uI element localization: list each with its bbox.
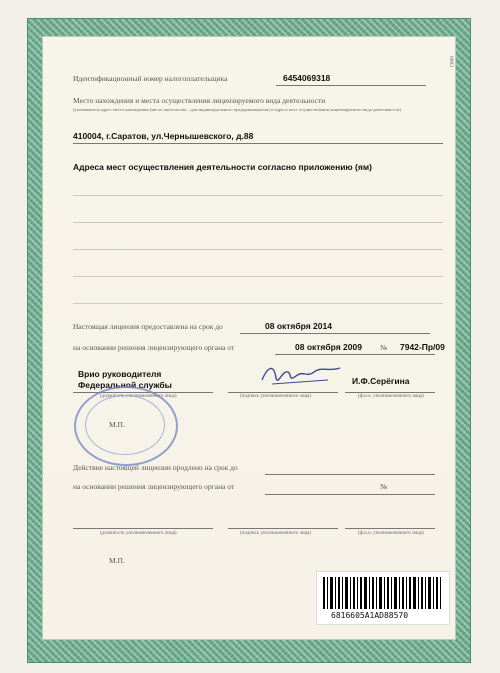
caption-signature-2: (подпись уполномоченного лица) <box>240 531 312 536</box>
blank-line-2 <box>73 222 443 223</box>
signature-graphic <box>258 360 344 388</box>
address-value: 410004, г.Саратов, ул.Чернышевского, д.88 <box>73 131 254 141</box>
extended-label: Действие настоящей лицензии продлено на срок до <box>73 463 238 472</box>
barcode-bars <box>323 577 443 609</box>
address-underline <box>73 143 443 144</box>
certificate-body <box>42 36 456 640</box>
number-sign-2: № <box>380 482 388 491</box>
blank-line-5 <box>73 303 443 304</box>
caption-name: (ф.и.о. уполномоченного лица) <box>358 394 424 399</box>
name2-underline <box>345 528 435 529</box>
basis2-underline <box>265 494 435 495</box>
barcode-number: 6816605A1AD88570 <box>331 611 409 620</box>
location-label: Место нахождения и места осуществления лицензируемого вида деятельности <box>73 96 326 105</box>
basis-underline <box>275 354 435 355</box>
term-value: 08 октября 2014 <box>265 321 332 331</box>
official-name: И.Ф.Серёгина <box>352 376 410 386</box>
position2-underline <box>73 528 213 529</box>
caption-position: (должность уполномоченного лица) <box>100 394 177 399</box>
extended-underline <box>265 474 435 475</box>
signature2-underline <box>228 528 338 529</box>
serial-number: 0003 <box>448 56 454 67</box>
barcode <box>316 571 450 625</box>
location-hint: (указываются адрес места нахождения (место жительства – для индивидуального предпринимателя) и адреса мест осуществления лицензируемого вида деятельности) <box>73 107 401 112</box>
inn-label: Идентификационный номер налогоплательщика <box>73 74 228 83</box>
inn-underline <box>276 85 426 86</box>
name-underline <box>345 392 435 393</box>
blank-line-3 <box>73 249 443 250</box>
basis-label: на основании решения лицензирующего органа от <box>73 343 235 352</box>
official-title-line1: Врио руководителя <box>78 369 162 379</box>
number-sign: № <box>380 343 388 352</box>
official-title-line2: Федеральной службы <box>78 380 172 390</box>
caption-name-2: (ф.и.о. уполномоченного лица) <box>358 531 424 536</box>
term-underline <box>240 333 430 334</box>
term-label: Настоящая лицензия предоставлена на срок до <box>73 322 223 331</box>
basis2-label: на основании решения лицензирующего органа от <box>73 482 235 491</box>
caption-position-2: (должность уполномоченного лица) <box>100 531 177 536</box>
appendix-line: Адреса мест осуществления деятельности согласно приложению (ям) <box>73 162 372 172</box>
blank-line-1 <box>73 195 443 196</box>
official-seal <box>74 386 178 466</box>
signature-underline <box>228 392 338 393</box>
mp-label-2: М.П. <box>109 556 125 565</box>
inn-value: 6454069318 <box>283 73 331 83</box>
mp-label-1: М.П. <box>109 420 125 429</box>
caption-signature: (подпись уполномоченного лица) <box>240 394 312 399</box>
basis-date: 08 октября 2009 <box>295 342 362 352</box>
blank-line-4 <box>73 276 443 277</box>
basis-number: 7942-Пр/09 <box>400 342 445 352</box>
